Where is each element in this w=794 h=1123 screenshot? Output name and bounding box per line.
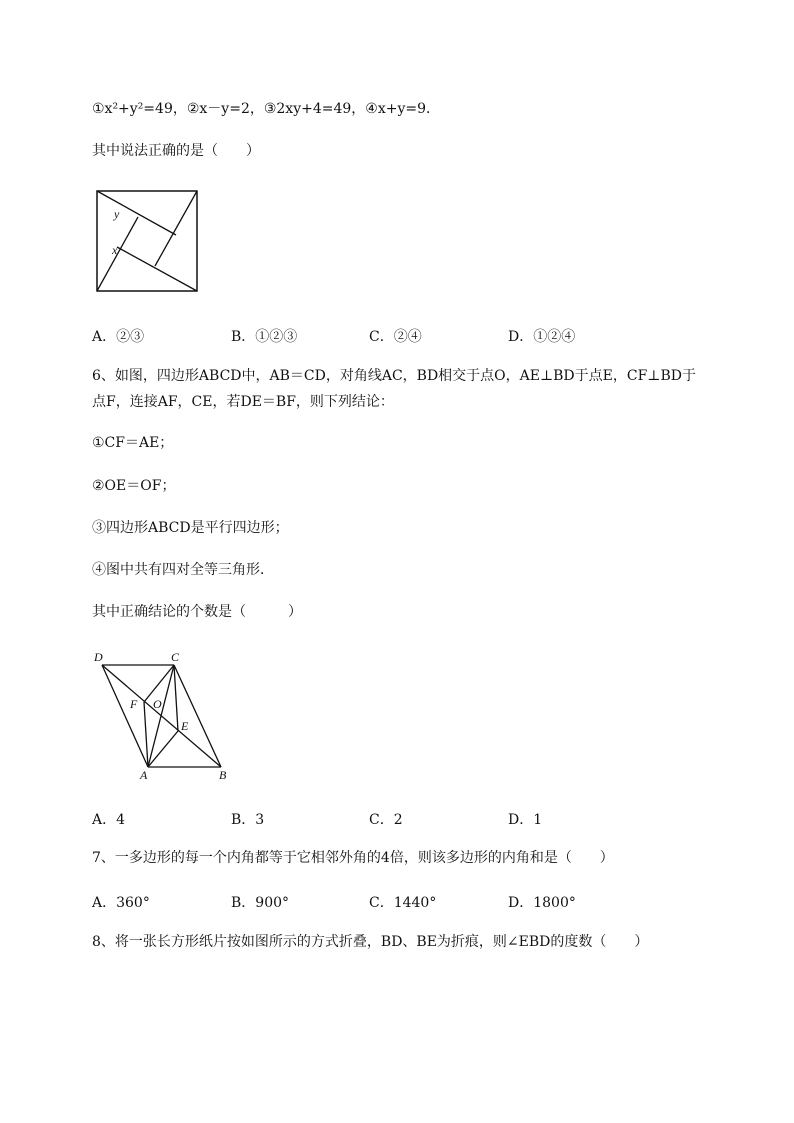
q7-option-c[interactable]: C．1440°	[369, 895, 437, 911]
segment	[155, 191, 197, 266]
q6-option-a[interactable]: A．4	[92, 812, 126, 828]
q6-item-1: ①CF＝AE；	[92, 435, 174, 451]
q8-stem: 8、将一张长方形纸片按如图所示的方式折叠，BD、BE为折痕，则∠EBD的度数（ ）	[92, 934, 649, 950]
label-c: C	[171, 650, 180, 664]
segment	[97, 191, 176, 235]
q6-option-d[interactable]: D．1	[508, 812, 543, 828]
q6-option-b[interactable]: B．3	[231, 812, 265, 828]
label-y: y	[114, 207, 120, 221]
q6-item-4: ④图中共有四对全等三角形．	[92, 562, 274, 578]
q5-square-figure	[90, 184, 205, 296]
q7-stem: 7、一多边形的每一个内角都等于它相邻外角的4倍，则该多边形的内角和是（ ）	[92, 850, 614, 866]
q7-option-d[interactable]: D．1800°	[508, 895, 576, 911]
q5-option-b[interactable]: B．①②③	[231, 329, 298, 345]
label-x: x	[112, 243, 118, 257]
q5-statements: ①x²+y²=49，②x－y=2，③2xy+4=49，④x+y=9．	[92, 101, 441, 117]
q6-stem-line2: 点F，连接AF，CE，若DE＝BF，则下列结论：	[92, 394, 394, 410]
label-e: E	[181, 719, 189, 733]
segment	[117, 247, 197, 291]
q7-option-b[interactable]: B．900°	[231, 895, 290, 911]
label-b: B	[219, 768, 227, 782]
segment	[97, 217, 138, 291]
q5-option-d[interactable]: D．①②④	[508, 329, 576, 345]
label-o: O	[153, 697, 162, 711]
q5-option-c[interactable]: C．②④	[369, 329, 422, 345]
q6-item-2: ②OE＝OF；	[92, 478, 176, 494]
q6-stem-line1: 6、如图，四边形ABCD中，AB＝CD，对角线AC，BD相交于点O，AE⊥BD于点E，CF⊥BD于	[92, 368, 696, 384]
q6-prompt: 其中正确结论的个数是（ ）	[92, 604, 302, 620]
q6-option-c[interactable]: C．2	[369, 812, 403, 828]
q6-quadrilateral-figure	[88, 646, 238, 784]
label-d: D	[94, 650, 103, 664]
outer-square	[97, 191, 197, 291]
label-f: F	[130, 697, 138, 711]
q7-option-a[interactable]: A．360°	[92, 895, 150, 911]
q6-item-3: ③四边形ABCD是平行四边形；	[92, 520, 289, 536]
q5-option-a[interactable]: A．②③	[92, 329, 145, 345]
q5-prompt: 其中说法正确的是（ ）	[92, 143, 260, 159]
label-a: A	[140, 768, 148, 782]
